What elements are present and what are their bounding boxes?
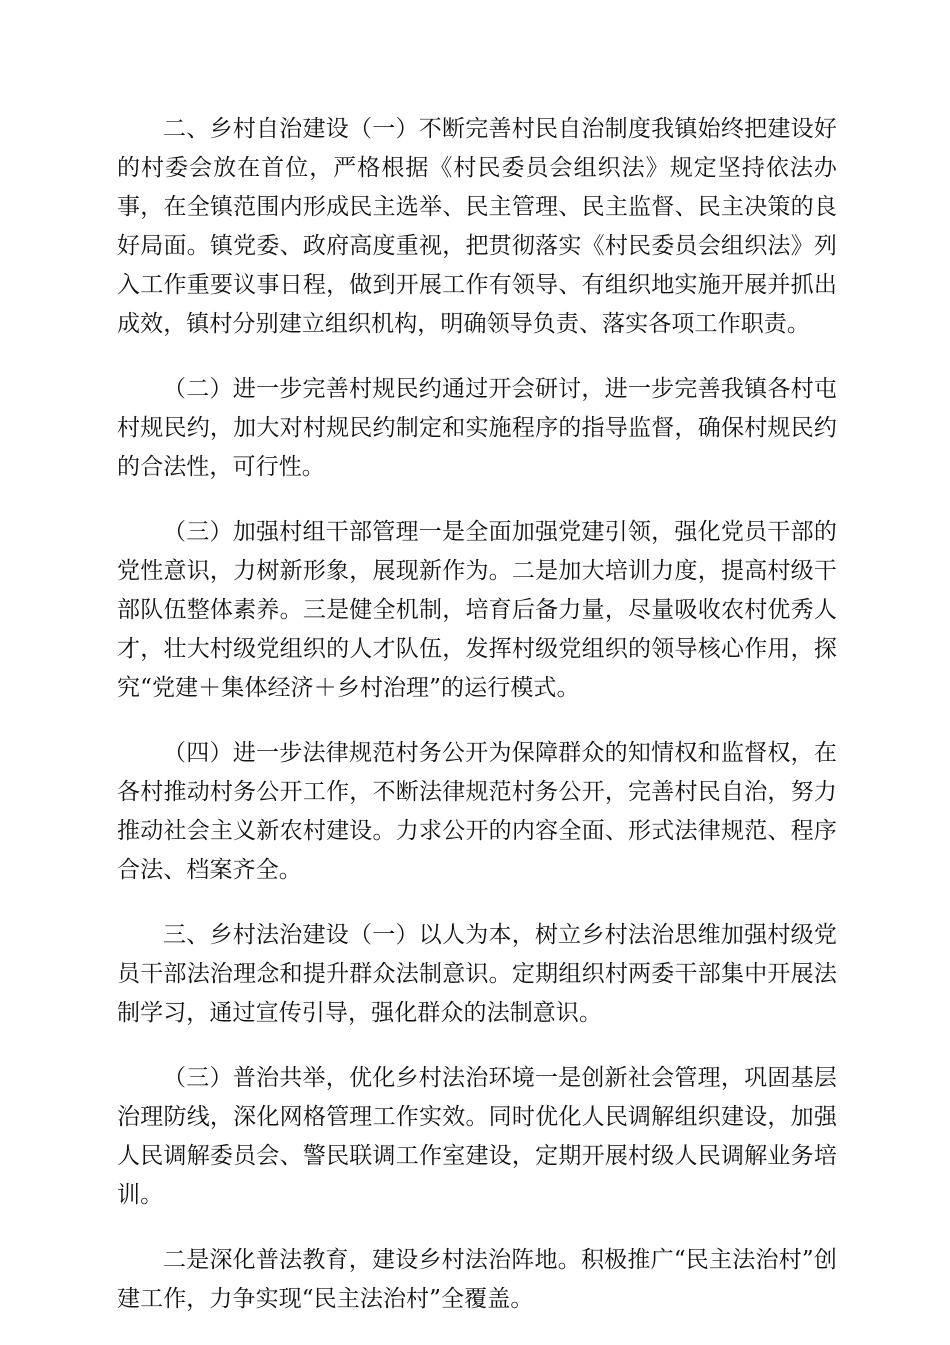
paragraph-village-rules: （二）进一步完善村规民约通过开会研讨，进一步完善我镇各村屯村规民约，加大对村规民约制定和实施程序的指导监督，确保村规民约的合法性，可行性。 xyxy=(117,376,837,480)
paragraph-legal-education: 二是深化普法教育，建设乡村法治阵地。积极推广“民主法治村”创建工作，力争实现“民主法治村”全覆盖。 xyxy=(117,1247,837,1312)
paragraph-legal-environment: （三）普治共举，优化乡村法治环境一是创新社会管理，巩固基层治理防线，深化网格管理工作实效。同时优化人民调解组织建设，加强人民调解委员会、警民联调工作室建设，定期开展村级人民调解业务培训。 xyxy=(117,1065,837,1208)
paragraph-cadre-management: （三）加强村组干部管理一是全面加强党建引领，强化党员干部的党性意识，力树新形象，展现新作为。二是加大培训力度，提高村级干部队伍整体素养。三是健全机制，培育后备力量，尽量吸收农村优秀人才，壮大村级党组织的人才队伍，发挥村级党组织的领导核心作用，探究“党建＋集体经济＋乡村治理”的运行模式。 xyxy=(117,519,837,701)
document-body xyxy=(117,110,837,1345)
paragraph-rural-autonomy: 二、乡村自治建设（一）不断完善村民自治制度我镇始终把建设好的村委会放在首位，严格根据《村民委员会组织法》规定坚持依法办事，在全镇范围内形成民主选举、民主管理、民主监督、民主决策的良好局面。镇党委、政府高度重视，把贯彻落实《村民委员会组织法》列入工作重要议事日程，做到开展工作有领导、有组织地实施开展并抓出成效，镇村分别建立组织机构，明确领导负责、落实各项工作职责。 xyxy=(117,116,837,337)
paragraph-village-affairs-disclosure: （四）进一步法律规范村务公开为保障群众的知情权和监督权，在各村推动村务公开工作，不断法律规范村务公开，完善村民自治，努力推动社会主义新农村建设。力求公开的内容全面、形式法律规范、程序合法、档案齐全。 xyxy=(117,740,837,883)
paragraph-rule-of-law: 三、乡村法治建设（一）以人为本，树立乡村法治思维加强村级党员干部法治理念和提升群众法制意识。定期组织村两委干部集中开展法制学习，通过宣传引导，强化群众的法制意识。 xyxy=(117,922,837,1026)
